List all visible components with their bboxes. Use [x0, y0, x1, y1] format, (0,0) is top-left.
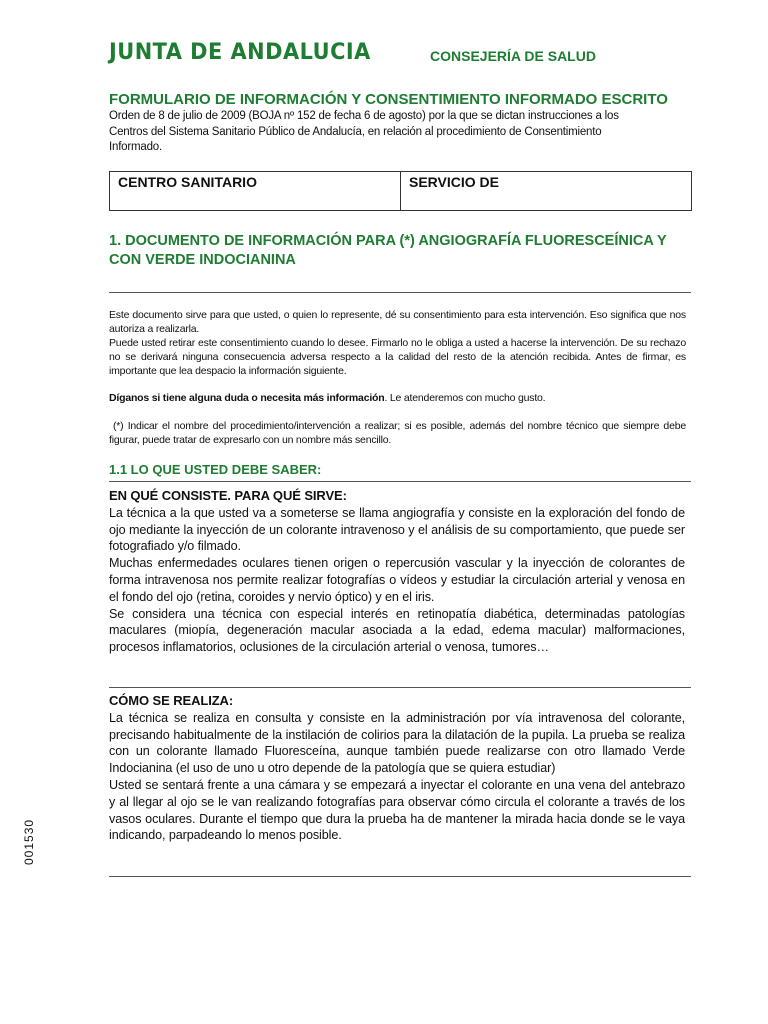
- intro-paragraph-1: Este documento sirve para que usted, o quien lo represente, dé su consentimiento para esta intervención. Eso significa que nos autoriza a realizarla.: [109, 309, 686, 335]
- divider: [109, 687, 691, 688]
- consiste-paragraph-3: Se considera una técnica con especial interés en retinopatía diabética, determinadas patologías maculares (miopía, degeneración macular asociada a la edad, edema macular) malformaciones, procesos inflamatorios, oclusiones de la circulación arterial o venosa, tumores…: [109, 606, 685, 655]
- consiste-paragraph-1: La técnica a la que usted va a someterse se llama angiografía y consiste en la exploración del fondo de ojo mediante la inyección de un colorante intravenoso y el análisis de su comportamiento, que puede ser fotografiado y/o filmado.: [109, 505, 685, 554]
- realiza-heading: CÓMO SE REALIZA:: [109, 693, 234, 708]
- note-text: (*) Indicar el nombre del procedimiento/intervención a realizar; si es posible, además del nombre técnico que siempre debe figurar, puede tratar de expresarlo con un nombre más sencillo.: [109, 420, 686, 446]
- center-service-table: [109, 171, 692, 211]
- serial-number: 001530: [22, 818, 36, 865]
- document-title: 1. DOCUMENTO DE INFORMACIÓN PARA (*) ANGIOGRAFÍA FLUORESCEÍNICA Y CON VERDE INDOCIANINA: [109, 233, 667, 268]
- servicio-cell[interactable]: [400, 172, 691, 210]
- servicio-label: SERVICIO DE: [409, 174, 499, 190]
- order-text: Orden de 8 de julio de 2009 (BOJA nº 152 de fecha 6 de agosto) por la que se dictan instrucciones a los Centros del Sistema Sanitario Público de Andalucía, en relación al procedimiento de Consentimiento Informado.: [109, 110, 619, 153]
- centro-sanitario-label: CENTRO SANITARIO: [118, 174, 257, 190]
- realiza-paragraph-2: Usted se sentará frente a una cámara y se empezará a inyectar el colorante en una vena del antebrazo y al llegar al ojo se le van realizando fotografías para observar cómo circula el colorante a través de los vasos oculares. Durante el tiempo que dura la prueba ha de mantener la mirada hacia donde se le vaya indicando, parpadeando lo menos posible.: [109, 777, 685, 843]
- realiza-paragraph-1: La técnica se realiza en consulta y consiste en la administración por vía intravenosa del colorante, precisando habitualmente de la instilación de colirios para la dilatación de la pupila. La prueba se realiza con un colorante llamado Fluoresceína, aunque también puede realizarse con otro llamado Verde Indocianina (el uso de uno u otro depende de la patología que se quiera estudiar): [109, 710, 685, 776]
- realiza-block: [109, 693, 685, 844]
- divider: [109, 292, 691, 293]
- intro-block: [109, 308, 686, 378]
- consiste-paragraph-2: Muchas enfermedades oculares tienen origen o repercusión vascular y la inyección de colorantes de forma intravenosa nos permite realizar fotografías o vídeos y estudiar la circulación arterial y venosa en el fondo del ojo (retina, coroides y nervio óptico) y en el iris.: [109, 556, 685, 604]
- ask-bold: Díganos si tiene alguna duda o necesita más información: [109, 392, 385, 404]
- brand-title: JUNTA DE ANDALUCIA: [109, 40, 371, 65]
- divider: [109, 481, 691, 482]
- consiste-heading: EN QUÉ CONSISTE. PARA QUÉ SIRVE:: [109, 488, 347, 503]
- department-title: CONSEJERÍA DE SALUD: [430, 48, 596, 64]
- section-title: 1.1 LO QUE USTED DEBE SABER:: [109, 462, 322, 477]
- form-title: FORMULARIO DE INFORMACIÓN Y CONSENTIMIENTO INFORMADO ESCRITO: [109, 91, 668, 108]
- divider: [109, 876, 691, 877]
- ask-line: [109, 391, 686, 405]
- consiste-block: [109, 488, 685, 656]
- centro-sanitario-cell[interactable]: [110, 172, 400, 210]
- intro-paragraph-2: Puede usted retirar este consentimiento cuando lo desee. Firmarlo no le obliga a usted a hacerse la intervención. De su rechazo no se derivará ninguna consecuencia adversa respecto a la calidad del resto de la atención recibida. Antes de firmar, es importante que lea despacio la información siguiente.: [109, 337, 686, 377]
- ask-rest: . Le atenderemos con mucho gusto.: [384, 392, 546, 404]
